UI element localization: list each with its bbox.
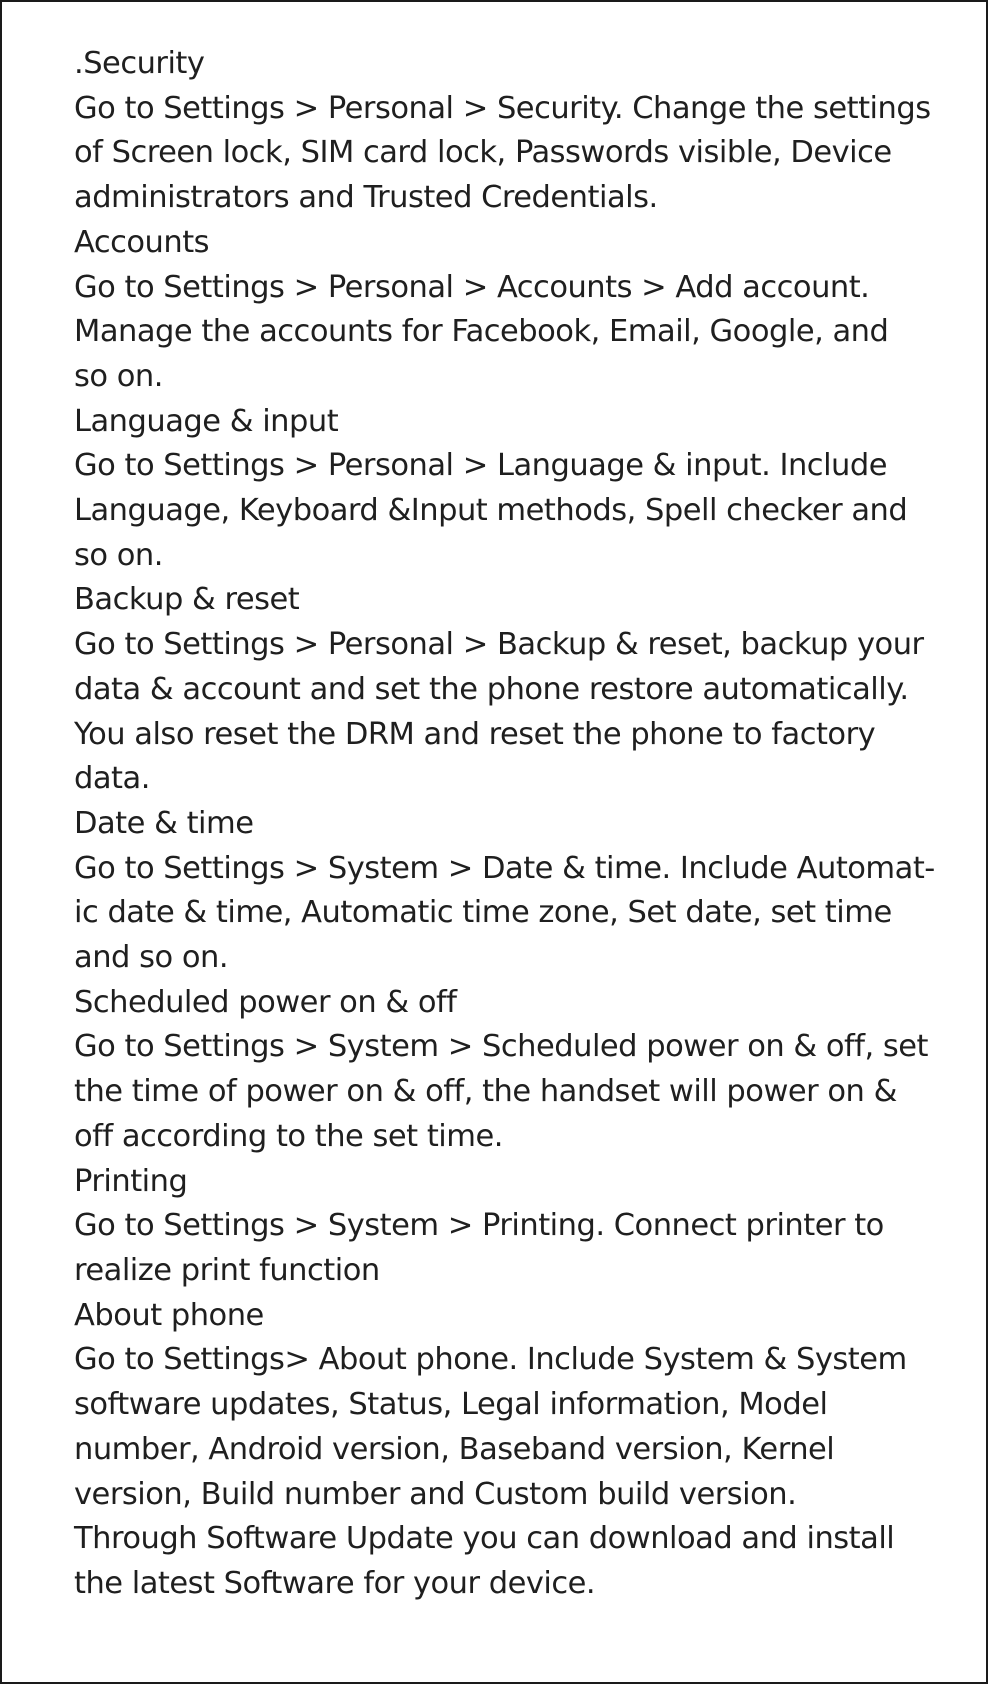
section-body: Go to Settings> About phone. Include System & System software updates, Status, Legal information, Model number, Android version, Baseband version, Kernel version, Build number and Custom build version. Through Software Update you can download and install the latest Software for your device. <box>74 1342 907 1601</box>
section-body: Go to Settings > Personal > Backup & reset, backup your data & account and set the phone restore automatically. You also reset the DRM and reset the phone to factory data. <box>74 627 924 797</box>
section-accounts <box>74 221 964 400</box>
section-title: Language & input <box>74 403 339 439</box>
section-title: Scheduled power on & off <box>74 984 457 1020</box>
section-about-phone <box>74 1294 964 1607</box>
section-title: Date & time <box>74 805 254 841</box>
section-body: Go to Settings > Personal > Security. Change the settings of Screen lock, SIM card lock, Passwords visible, Device administrators and Trusted Credentials. <box>74 90 931 216</box>
section-body: Go to Settings > Personal > Language & input. Include Language, Keyboard &Input methods, Spell checker and so on. <box>74 448 908 573</box>
section-body: Go to Settings > System > Date & time. Include Automat- ic date & time, Automatic time zone, Set date, set time and so on. <box>74 850 935 976</box>
section-title: Backup & reset <box>74 582 300 618</box>
section-printing <box>74 1160 964 1294</box>
section-title: Printing <box>74 1163 188 1199</box>
section-date-time <box>74 802 964 981</box>
section-body: Go to Settings > Personal > Accounts > Add account. Manage the accounts for Facebook, Email, Google, and so on. <box>74 269 889 394</box>
section-scheduled-power <box>74 981 964 1160</box>
page-content <box>74 42 964 1607</box>
section-body: Go to Settings > System > Printing. Connect printer to realize print function <box>74 1208 884 1288</box>
section-body: Go to Settings > System > Scheduled power on & off, set the time of power on & off, the handset will power on & off according to the set time. <box>74 1029 929 1154</box>
section-title: About phone <box>74 1297 264 1333</box>
section-title: .Security <box>74 46 205 81</box>
section-language-input <box>74 400 964 579</box>
section-backup-reset <box>74 578 964 802</box>
section-title: Accounts <box>74 224 210 260</box>
section-security <box>74 42 964 221</box>
